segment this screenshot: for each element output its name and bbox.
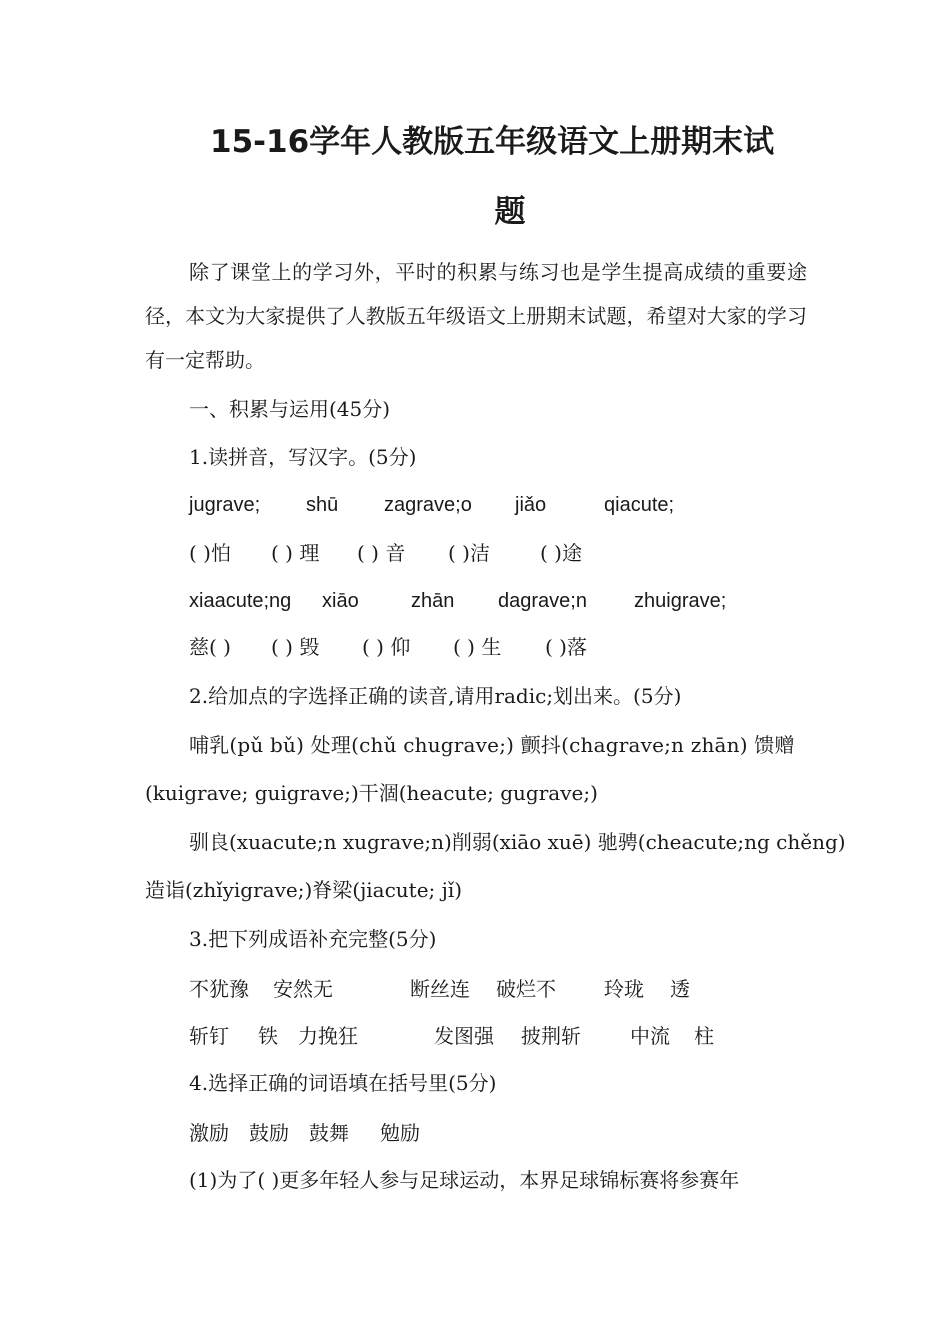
question-4-item-1: (1)为了( )更多年轻人参与足球运动，本界足球锦标赛将参赛年: [189, 1168, 740, 1192]
blank-cell: 慈( ): [189, 635, 231, 659]
blank-cell: ( ) 毁: [271, 635, 320, 659]
question-4: 4.选择正确的词语填在括号里(5分): [189, 1071, 497, 1095]
question-2-line: 驯良(xuacute;n xugrave;n)削弱(xiāo xuē) 驰骋(cheacute;ng chěng): [189, 830, 846, 854]
section-heading: 一、积累与运用(45分): [189, 397, 391, 421]
pinyin-cell: dagrave;n: [498, 590, 587, 612]
blank-cell: ( ) 生: [453, 635, 502, 659]
pinyin-cell: zhān: [411, 590, 455, 612]
blank-cell: ( ) 理: [271, 541, 320, 565]
idiom-cell: 安然无: [273, 977, 333, 1001]
pinyin-cell: xiaacute;ng: [189, 590, 292, 612]
idiom-cell: 披荆斩: [521, 1024, 581, 1048]
word-choice: 鼓励: [249, 1121, 289, 1145]
blank-cell: ( )怕: [189, 541, 231, 565]
question-3: 3.把下列成语补充完整(5分): [189, 927, 437, 951]
idiom-cell: 破烂不: [496, 977, 556, 1001]
idiom-cell: 断丝连: [410, 977, 470, 1001]
question-2-line: 哺乳(pǔ bǔ) 处理(chǔ chugrave;) 颤抖(chagrave;n zhān) 馈赠: [189, 733, 795, 757]
question-2: 2.给加点的字选择正确的读音,请用radic;划出来。(5分): [189, 684, 682, 708]
word-choice: 鼓舞: [309, 1121, 349, 1145]
question-2-line: 造诣(zhǐyigrave;)脊梁(jiacute; jǐ): [145, 878, 463, 902]
blank-cell: ( ) 仰: [362, 635, 411, 659]
pinyin-cell: jiǎo: [515, 494, 547, 516]
word-choice: 勉励: [380, 1121, 420, 1145]
pinyin-cell: zhuigrave;: [634, 590, 727, 612]
idiom-cell: 玲珑: [604, 977, 644, 1001]
word-choice: 激励: [189, 1121, 229, 1145]
idiom-cell: 透: [670, 977, 690, 1001]
idiom-cell: 中流: [630, 1024, 670, 1048]
blank-cell: ( )落: [545, 635, 587, 659]
idiom-cell: 柱: [694, 1024, 714, 1048]
question-2-line: (kuigrave; guigrave;)干涸(heacute; gugrave;): [145, 781, 598, 805]
pinyin-cell: xiāo: [322, 590, 359, 612]
idiom-cell: 铁: [258, 1024, 278, 1048]
idiom-cell: 斩钉: [189, 1024, 229, 1048]
document-title-line1: 15-16学年人教版五年级语文上册期末试: [210, 124, 775, 160]
blank-cell: ( )洁: [448, 541, 490, 565]
idiom-cell: 力挽狂: [298, 1024, 358, 1048]
pinyin-cell: qiacute;: [604, 494, 675, 516]
document-title-line2: 题: [494, 194, 526, 230]
blank-cell: ( )途: [540, 541, 582, 565]
idiom-cell: 发图强: [434, 1024, 494, 1048]
question-1: 1.读拼音，写汉字。(5分): [189, 445, 417, 469]
pinyin-cell: shū: [306, 494, 339, 516]
blank-cell: ( ) 音: [357, 541, 406, 565]
pinyin-cell: zagrave;o: [384, 494, 472, 516]
idiom-cell: 不犹豫: [189, 977, 249, 1001]
pinyin-cell: jugrave;: [189, 494, 261, 516]
intro-paragraph: 除了课堂上的学习外，平时的积累与练习也是学生提高成绩的重要途径，本文为大家提供了人教版五年级语文上册期末试题，希望对大家的学习有一定帮助。: [145, 260, 807, 372]
